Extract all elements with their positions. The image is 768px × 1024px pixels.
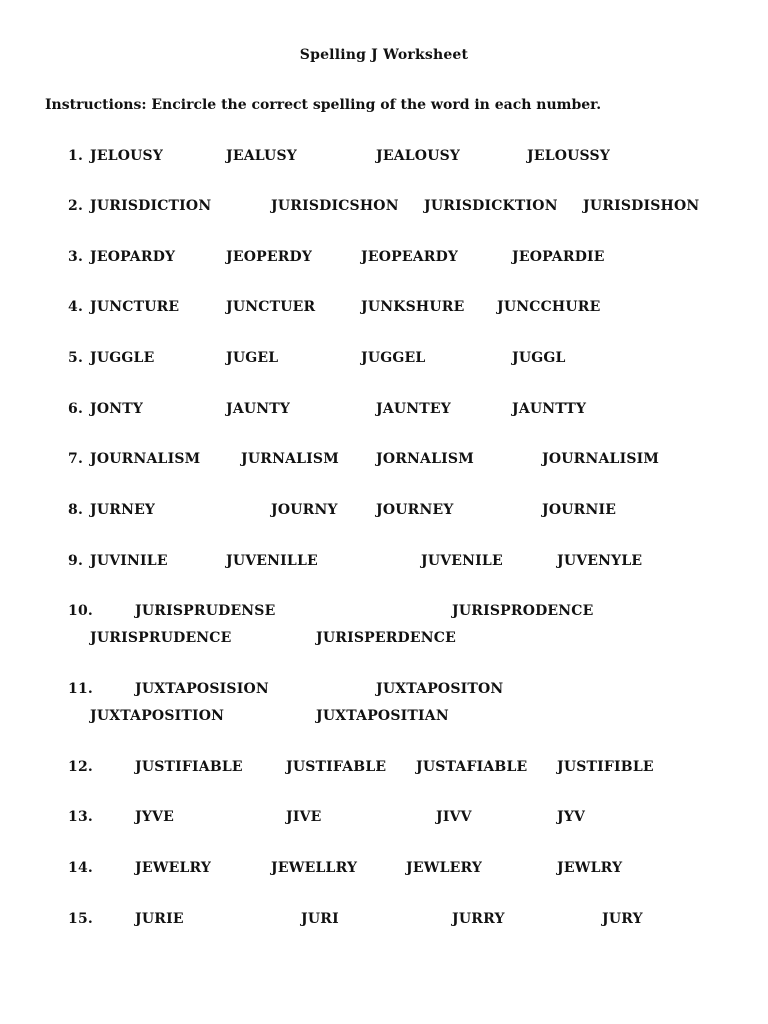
answer-choice[interactable]: JEWLERY xyxy=(406,860,483,876)
answer-choice[interactable]: JURNEY xyxy=(90,502,156,518)
answer-choice[interactable]: JURISPERDENCE xyxy=(316,630,456,646)
answer-choice[interactable]: JOURNALISIM xyxy=(542,451,660,467)
answer-choice[interactable]: JORNALISM xyxy=(376,451,474,467)
answer-choice[interactable]: JUXTAPOSISION xyxy=(135,681,269,697)
answer-choice[interactable]: JUVENYLE xyxy=(557,553,643,569)
answer-choice[interactable]: JOURNY xyxy=(271,502,338,518)
answer-choice[interactable]: JYVE xyxy=(135,809,174,825)
question-number: 6. xyxy=(68,401,84,417)
answer-choice[interactable]: JUGEL xyxy=(226,350,279,366)
question-number: 13. xyxy=(68,809,93,825)
question-number: 11. xyxy=(68,681,93,697)
answer-choice[interactable]: JYV xyxy=(557,809,586,825)
answer-choice[interactable]: JUNCCHURE xyxy=(497,299,601,315)
answer-choice[interactable]: JEOPARDIE xyxy=(512,249,605,265)
answer-choice[interactable]: JURIE xyxy=(135,911,184,927)
answer-choice[interactable]: JAUNTY xyxy=(226,401,291,417)
question-number: 14. xyxy=(68,860,93,876)
answer-choice[interactable]: JUGGLE xyxy=(90,350,155,366)
answer-choice[interactable]: JURI xyxy=(301,911,339,927)
answer-choice[interactable]: JUSTIFIABLE xyxy=(135,759,243,775)
answer-choice[interactable]: JURISDISHON xyxy=(583,198,700,214)
answer-choice[interactable]: JURISPRODENCE xyxy=(452,603,594,619)
answer-choice[interactable]: JEOPERDY xyxy=(226,249,313,265)
answer-choice[interactable]: JIVV xyxy=(436,809,472,825)
answer-choice[interactable]: JUXTAPOSITIAN xyxy=(316,708,449,724)
answer-choice[interactable]: JUVINILE xyxy=(90,553,168,569)
question-number: 3. xyxy=(68,249,84,265)
answer-choice[interactable]: JURNALISM xyxy=(241,451,339,467)
answer-choice[interactable]: JURISDICTION xyxy=(90,198,212,214)
answer-choice[interactable]: JIVE xyxy=(286,809,322,825)
answer-choice[interactable]: JUSTAFIABLE xyxy=(416,759,528,775)
answer-choice[interactable]: JEOPEARDY xyxy=(361,249,459,265)
answer-choice[interactable]: JEWLRY xyxy=(557,860,623,876)
answer-choice[interactable]: JONTY xyxy=(90,401,144,417)
answer-choice[interactable]: JURRY xyxy=(452,911,505,927)
question-number: 12. xyxy=(68,759,93,775)
answer-choice[interactable]: JUVENILE xyxy=(421,553,503,569)
question-number: 8. xyxy=(68,502,84,518)
answer-choice[interactable]: JUSTIFABLE xyxy=(286,759,387,775)
answer-choice[interactable]: JAUNTTY xyxy=(512,401,587,417)
answer-choice[interactable]: JUGGL xyxy=(512,350,566,366)
question-number: 4. xyxy=(68,299,84,315)
question-number: 5. xyxy=(68,350,84,366)
answer-choice[interactable]: JEALUSY xyxy=(226,148,297,164)
answer-choice[interactable]: JELOUSSY xyxy=(527,148,611,164)
answer-choice[interactable]: JURISDICKTION xyxy=(424,198,558,214)
answer-choice[interactable]: JUNKSHURE xyxy=(361,299,465,315)
answer-choice[interactable]: JUXTAPOSITON xyxy=(376,681,504,697)
question-number: 2. xyxy=(68,198,84,214)
answer-choice[interactable]: JELOUSY xyxy=(90,148,164,164)
answer-choice[interactable]: JEOPARDY xyxy=(90,249,176,265)
answer-choice[interactable]: JEWELLRY xyxy=(271,860,358,876)
answer-choice[interactable]: JAUNTEY xyxy=(376,401,451,417)
answer-choice[interactable]: JURISPRUDENSE xyxy=(135,603,276,619)
answer-choice[interactable]: JEALOUSY xyxy=(376,148,461,164)
answer-choice[interactable]: JEWELRY xyxy=(135,860,212,876)
answer-choice[interactable]: JUGGEL xyxy=(361,350,426,366)
question-number: 9. xyxy=(68,553,84,569)
answer-choice[interactable]: JUNCTURE xyxy=(90,299,180,315)
answer-choice[interactable]: JURISDICSHON xyxy=(271,198,399,214)
question-number: 15. xyxy=(68,911,93,927)
question-number: 10. xyxy=(68,603,93,619)
answer-choice[interactable]: JURISPRUDENCE xyxy=(90,630,232,646)
answer-choice[interactable]: JOURNEY xyxy=(376,502,454,518)
answer-choice[interactable]: JOURNALISM xyxy=(90,451,201,467)
answer-choice[interactable]: JUSTIFIBLE xyxy=(557,759,654,775)
question-number: 1. xyxy=(68,148,84,164)
answer-choice[interactable]: JOURNIE xyxy=(542,502,617,518)
answer-choice[interactable]: JURY xyxy=(602,911,643,927)
question-number: 7. xyxy=(68,451,84,467)
answer-choice[interactable]: JUXTAPOSITION xyxy=(90,708,225,724)
answer-choice[interactable]: JUNCTUER xyxy=(226,299,316,315)
instructions-text: Instructions: Encircle the correct spelling of the word in each number. xyxy=(45,97,602,113)
answer-choice[interactable]: JUVENILLE xyxy=(226,553,318,569)
worksheet-title: Spelling J Worksheet xyxy=(299,47,469,63)
